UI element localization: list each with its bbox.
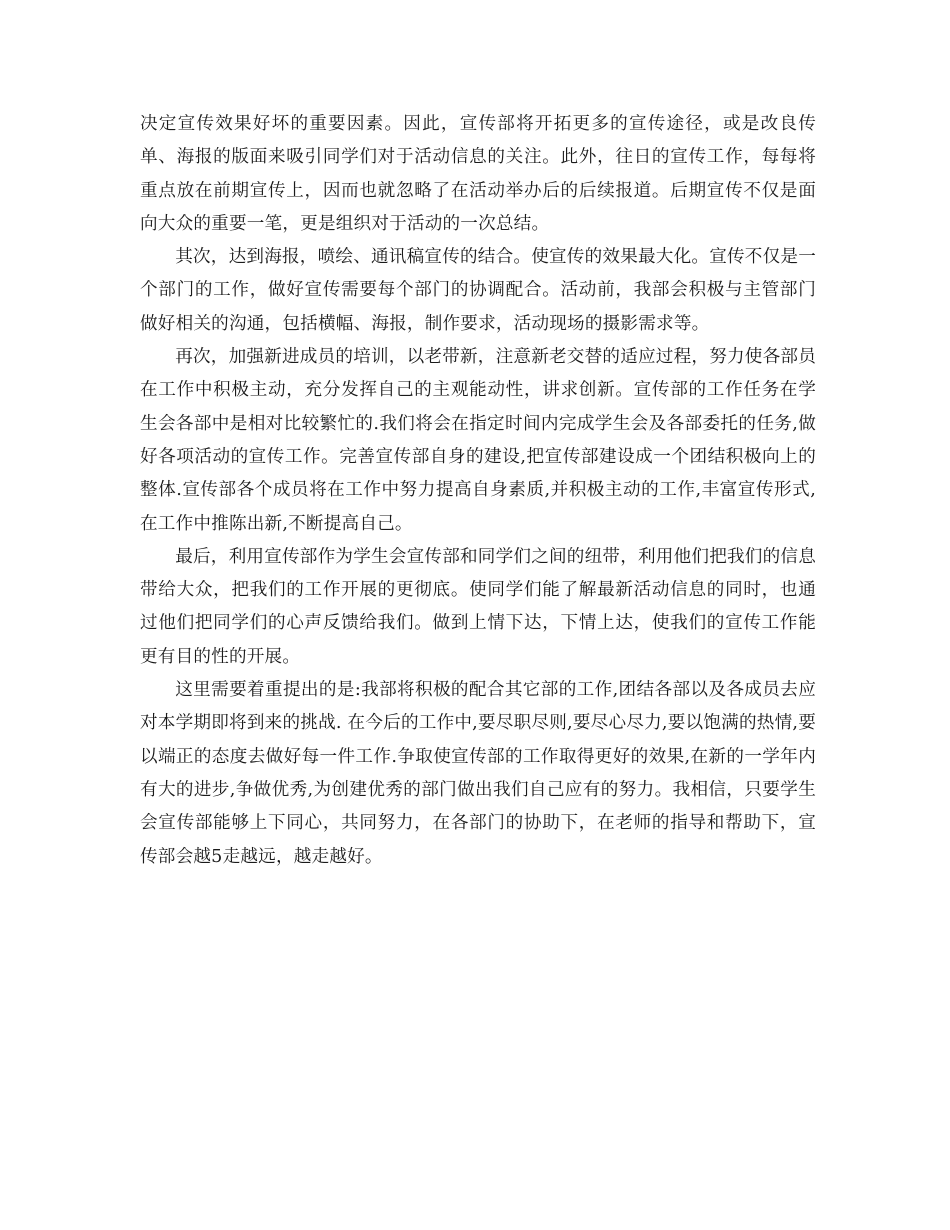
paragraph-2: 其次，达到海报，喷绘、通讯稿宣传的结合。使宣传的效果最大化。宣传不仅是一个部门的工作，做好宣传需要每个部门的协调配合。活动前，我部会积极与主管部门做好相关的沟通，包括横幅、海报，制作要求，活动现场的摄影需求等。 xyxy=(140,247,816,334)
paragraph-3: 再次，加强新进成员的培训，以老带新，注意新老交替的适应过程，努力使各部员在工作中积极主动，充分发挥自己的主观能动性，讲求创新。宣传部的工作任务在学生会各部中是相对比较繁忙的.我们将会在指定时间内完成学生会及各部委托的任务,做好各项活动的宣传工作。完善宣传部自身的建设,把宣传部建设成一个团结积极向上的整体.宣传部各个成员将在工作中努力提高自身素质,并积极主动的工作,丰富宣传形式,在工作中推陈出新,不断提高自己。 xyxy=(140,347,816,534)
paragraph-1: 决定宣传效果好坏的重要因素。因此，宣传部将开拓更多的宣传途径，或是改良传单、海报的版面来吸引同学们对于活动信息的关注。此外，往日的宣传工作，每每将重点放在前期宣传上，因而也就忽略了在活动举办后的后续报道。后期宣传不仅是面向大众的重要一笔，更是组织对于活动的一次总结。 xyxy=(140,114,816,234)
document-body xyxy=(140,108,816,874)
paragraph-5: 这里需要着重提出的是:我部将积极的配合其它部的工作,团结各部以及各成员去应对本学期即将到来的挑战. 在今后的工作中,要尽职尽则,要尽心尽力,要以饱满的热情,要以端正的态度去做好每一件工作.争取使宣传部的工作取得更好的效果,在新的一学年内有大的进步,争做优秀,为创建优秀的部门做出我们自己应有的努力。我相信，只要学生会宣传部能够上下同心，共同努力，在各部门的协助下，在老师的指导和帮助下，宣传部会越5走越远，越走越好。 xyxy=(140,680,816,867)
paragraph-4: 最后，利用宣传部作为学生会宣传部和同学们之间的纽带，利用他们把我们的信息带给大众，把我们的工作开展的更彻底。使同学们能了解最新活动信息的同时，也通过他们把同学们的心声反馈给我们。做到上情下达，下情上达，使我们的宣传工作能更有目的性的开展。 xyxy=(140,546,816,667)
